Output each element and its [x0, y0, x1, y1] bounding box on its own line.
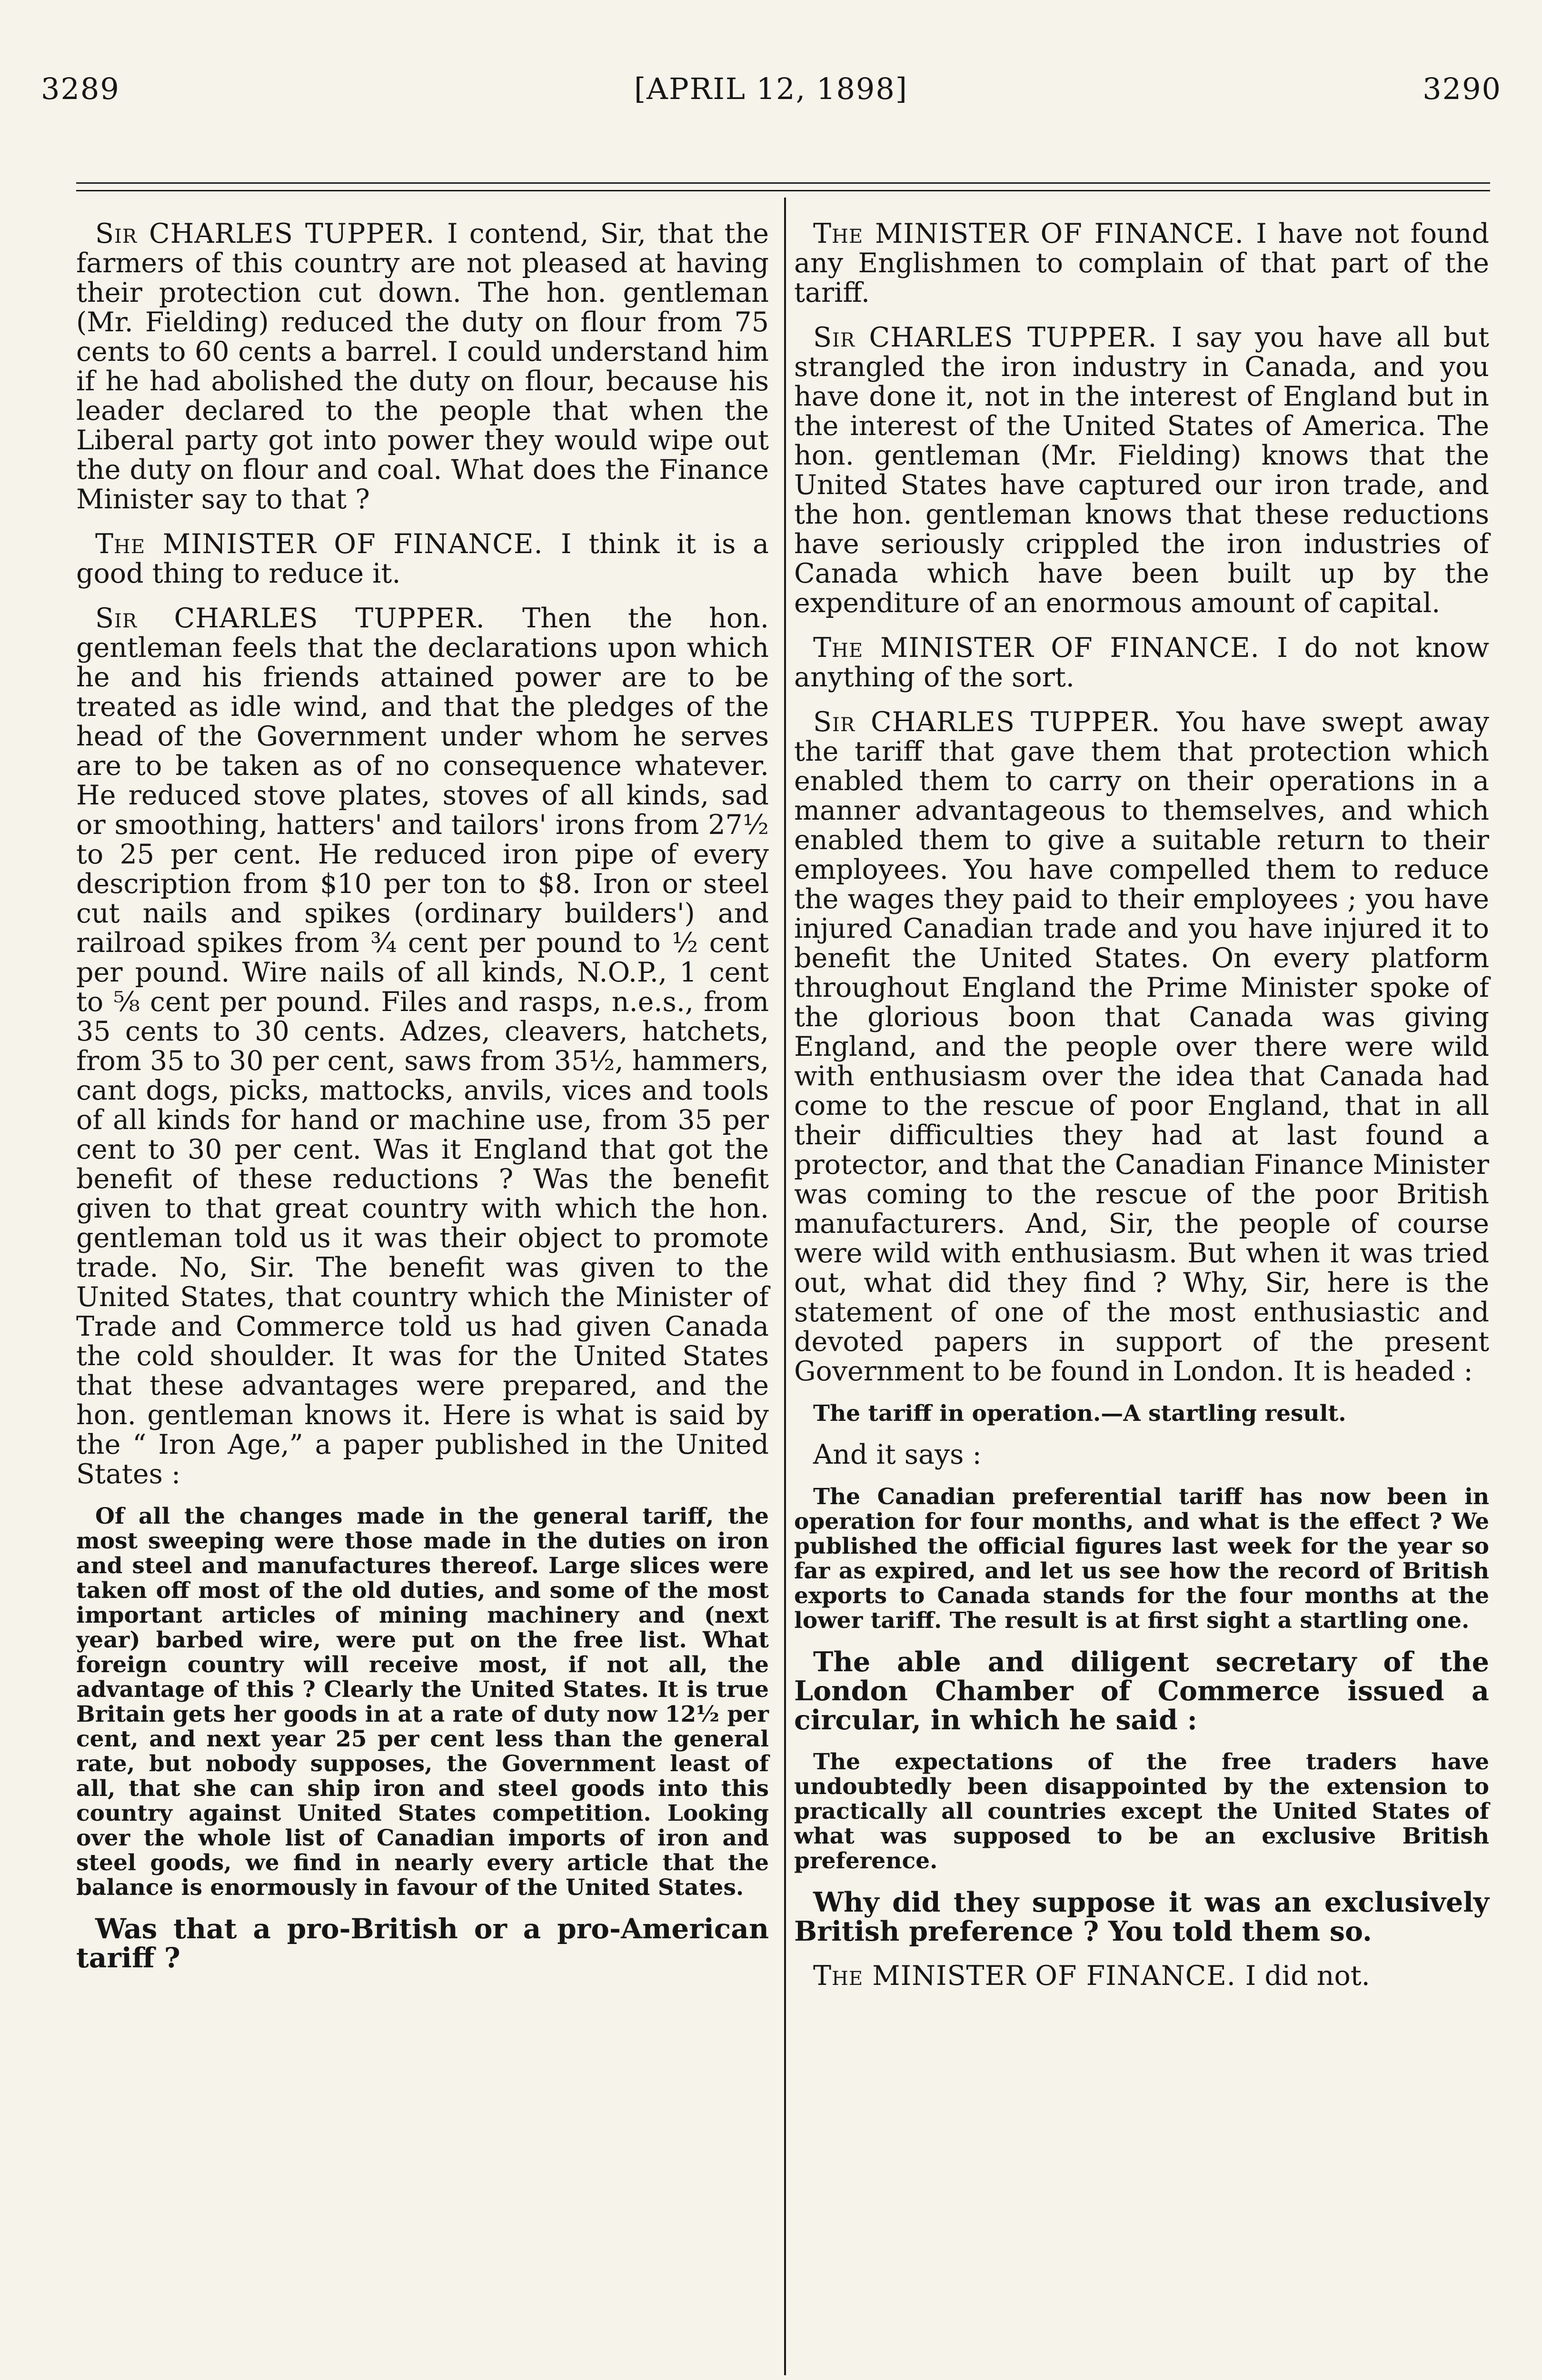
paragraph: [794, 707, 1489, 1386]
paragraph-text: I think it is a good thing to reduce it.: [76, 528, 769, 589]
speaker-name: The MINISTER OF FINANCE.: [813, 632, 1260, 664]
paragraph: [794, 323, 1489, 618]
page-number-left: 3289: [41, 71, 120, 106]
paragraph: Why did they suppose it was an exclusively British preference ? You told them so.: [794, 1886, 1489, 1947]
paragraph-text: You have swept away the tariff that gave them that protection which enabled them to carry on their operations in a manner advantageous to themselves, and which enabled them to give a suitable return to their employees. You have compelled them to reduce the wages they paid to their employees ; you have injured Canadian trade and you have injured it to benefit the United States. On every platform throughout England the Prime Minister spoke of the glorious boon that Canada was giving England, and the people over there were wild with enthusiasm over the idea that Canada had come to the rescue of poor England, that in all their difficulties they had at last found a protector, and that the Canadian Finance Minister was coming to the rescue of the poor British manufacturers. And, Sir, the people of course were wild with enthusiasm. But when it was tried out, what did they find ? Why, Sir, here is the statement of one of the most enthusiastic and devoted papers in support of the present Government to be found in London. It is headed :: [794, 706, 1489, 1387]
paragraph-text: I do not know anything of the sort.: [794, 632, 1489, 693]
paragraph: The able and diligent secretary of the London Chamber of Commerce issued a circular, in which he said :: [794, 1646, 1489, 1736]
paragraph: [76, 529, 769, 588]
header-rule-bottom: [76, 190, 1490, 191]
block-quote: Of all the changes made in the general tariff, the most sweeping were those made in the duties on iron and steel and manufactures thereof. Large slices were taken off most of the old duties, and some of the most important articles of mining machinery and (next year) barbed wire, were put on the free list. What foreign country will receive most, if not all, the advantage of this ? Clearly the United States. It is true Britain gets her goods in at a rate of duty now 12½ per cent, and next year 25 per cent less than the general rate, but nobody supposes, the Government least of all, that she can ship iron and steel goods into this country against United States competition. Looking over the whole list of Canadian imports of iron and steel goods, we find in nearly every article that the balance is enormously in favour of the United States.: [76, 1503, 769, 1901]
paragraph-text: I say you have all but strangled the iron industry in Canada, and you have done it, not in the interest of England but in the interest of the United States of America. The hon. gentleman (Mr. Fielding) knows that the United States have captured our iron trade, and the hon. gentleman knows that these reductions have seriously crippled the iron industries of Canada which have been built up by the expenditure of an enormous amount of capital.: [794, 322, 1489, 619]
speaker-name: The MINISTER OF FINANCE.: [813, 1960, 1236, 1992]
block-quote: The Canadian preferential tariff has now been in operation for four months, and what is the effect ? We published the official figures last week for the year so far as expired, and let us see how the record of British exports to Canada stands for the four months at the lower tariff. The result is at first sight a startling one.: [794, 1484, 1489, 1634]
speaker-name: Sir CHARLES TUPPER.: [95, 603, 485, 634]
header-rule-top: [76, 182, 1490, 184]
block-quote: The expectations of the free traders have undoubtedly been disappointed by the extension to practically all countries except the United States of what was supposed to be an exclusive British preference.: [794, 1749, 1489, 1874]
speaker-name: Sir CHARLES TUPPER.: [813, 322, 1157, 353]
paragraph: And it says :: [813, 1439, 982, 1470]
speaker-name: Sir CHARLES TUPPER.: [813, 706, 1161, 738]
speaker-name: Sir CHARLES TUPPER.: [95, 218, 435, 249]
paragraph-text: Then the hon. gentleman feels that the declarations upon which he and his friends attained power are to be treated as idle wind, and that the pledges of the head of the Government under whom he serves are to be taken as of no consequence whatever. He reduced stove plates, stoves of all kinds, sad or smoothing, hatters' and tailors' irons from 27½ to 25 per cent. He reduced iron pipe of every description from $10 per ton to $8. Iron or steel cut nails and spikes (ordinary builders') and railroad spikes from ¾ cent per pound to ½ cent per pound. Wire nails of all kinds, N.O.P., 1 cent to ⅝ cent per pound. Files and rasps, n.e.s., from 35 cents to 30 cents. Adzes, cleavers, hatchets, from 35 to 30 per cent, saws from 35½, hammers, cant dogs, picks, mattocks, anvils, vices and tools of all kinds for hand or machine use, from 35 per cent to 30 per cent. Was it England that got the benefit of these reductions ? Was the benefit given to that great country with which the hon. gentleman told us it was their object to promote trade. No, Sir. The benefit was given to the United States, that country which the Minister of Trade and Commerce told us had given Canada the cold shoulder. It was for the United States that these advantages were prepared, and the hon. gentleman knows it. Here is what is said by the “ Iron Age,” a paper published in the United States :: [76, 603, 769, 1490]
speaker-name: The MINISTER OF FINANCE.: [813, 218, 1244, 249]
paragraph-text: I have not found any Englishmen to complain of that part of the tariff.: [794, 218, 1489, 308]
paragraph-text: I did not.: [1245, 1960, 1370, 1992]
speaker-name: The MINISTER OF FINANCE.: [95, 528, 543, 560]
paragraph-text: I contend, Sir, that the farmers of this country are not pleased at having their protection cut down. The hon. gentleman (Mr. Fielding) reduced the duty on flour from 75 cents to 60 cents a barrel. I could understand him if he had abolished the duty on flour, because his leader declared to the people that when the Liberal party got into power they would wipe out the duty on flour and coal. What does the Finance Minister say to that ?: [76, 218, 769, 515]
page-header: [0, 71, 1542, 129]
left-column: [76, 219, 769, 1988]
header-date: [APRIL 12, 1898]: [634, 71, 908, 106]
right-column: [794, 219, 1489, 2006]
paragraph: [794, 633, 1489, 692]
paragraph: [794, 219, 1489, 307]
page-number-right: 3290: [1423, 71, 1502, 106]
paragraph: [76, 219, 769, 514]
column-divider: [784, 198, 786, 2375]
paragraph: Was that a pro-British or a pro-American tariff ?: [76, 1913, 769, 1974]
block-quote: The tariff in operation.—A startling result.: [813, 1400, 1346, 1427]
paragraph: [794, 1961, 1489, 1991]
paragraph: [76, 604, 769, 1489]
